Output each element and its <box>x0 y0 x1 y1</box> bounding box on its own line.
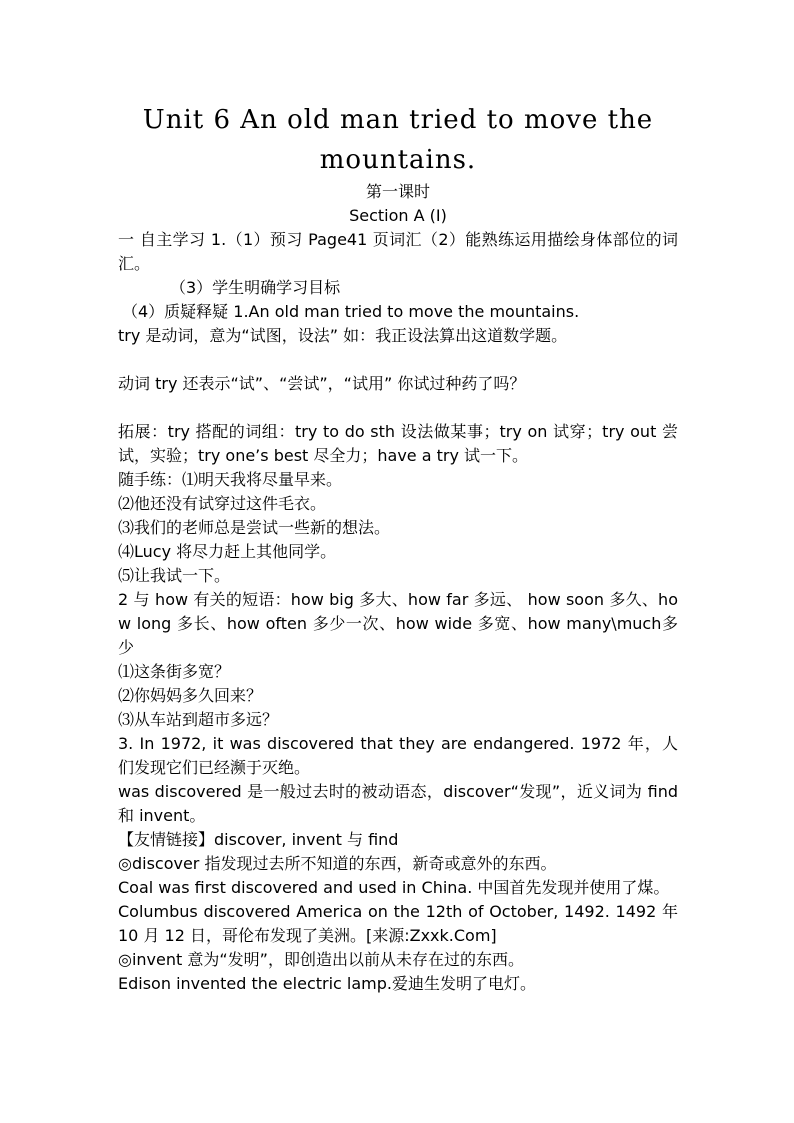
practice-item: ⑴这条街多宽？ <box>118 662 231 681</box>
practice-item: ⑵他还没有试穿过这件毛衣。 <box>118 494 327 513</box>
lesson-label: 第一课时 <box>365 182 430 201</box>
paragraph-goals: （3）学生明确学习目标 <box>170 278 341 297</box>
practice-item: ⑵你妈妈多久回来？ <box>118 686 263 705</box>
section-label: Section A (I) <box>349 206 447 225</box>
paragraph-columbus-example: Columbus discovered America on the 12th of October, 1492. 1492 年 10 月 12 日，哥伦布发现了美洲。[来源:Zxxk.Com] <box>118 902 678 945</box>
practice-item: ⑶我们的老师总是尝试一些新的想法。 <box>118 518 391 537</box>
paragraph-passive: was discovered 是一般过去时的被动语态，discover“发现”，近义词为 find 和 invent。 <box>118 782 678 825</box>
paragraph-question: （4）质疑释疑 1.An old man tried to move the mountains. <box>122 302 580 321</box>
practice-item: ⑷Lucy 将尽力赶上其他同学。 <box>118 542 337 561</box>
paragraph-try-other: 动词 try 还表示“试”、“尝试”，“试用” 你试过种药了吗？ <box>118 374 526 393</box>
practice-item: ⑶从车站到超市多远？ <box>118 710 279 729</box>
document-page <box>118 100 678 996</box>
practice-item: ⑸让我试一下。 <box>118 566 231 585</box>
paragraph-link-heading: 【友情链接】discover, invent 与 find <box>118 830 399 849</box>
paragraph-extension: 拓展：try 搭配的词组：try to do sth 设法做某事；try on 试穿；try out 尝试，实验；try one’s best 尽全力；have a try 试一下。 <box>118 422 678 465</box>
paragraph-edison-example: Edison invented the electric lamp.爱迪生发明了电灯。 <box>118 974 536 993</box>
paragraph-self-study: 一 自主学习 1.（1）预习 Page41 页词汇（2）能熟练运用描绘身体部位的词汇。 <box>118 230 678 273</box>
blank-line <box>118 396 678 420</box>
paragraph-discovered: 3. In 1972, it was discovered that they are endangered. 1972 年，人们发现它们已经濒于灭绝。 <box>118 734 678 777</box>
paragraph-discover-def: ◎discover 指发现过去所不知道的东西，新奇或意外的东西。 <box>118 854 557 873</box>
blank-line <box>118 348 678 372</box>
paragraph-invent-def: ◎invent 意为“发明”，即创造出以前从未存在过的东西。 <box>118 950 524 969</box>
practice-item: 随手练：⑴明天我将尽量早来。 <box>118 470 343 489</box>
paragraph-how-phrases: 2 与 how 有关的短语：how big 多大、how far 多远、 how soon 多久、how long 多长、how often 多少一次、how wide 多宽、how many\much多少 <box>118 590 678 657</box>
paragraph-coal-example: Coal was first discovered and used in China. 中国首先发现并使用了煤。 <box>118 878 670 897</box>
page-title: Unit 6 An old man tried to move the mountains. <box>142 105 654 175</box>
paragraph-try-meaning: try 是动词，意为“试图，设法” 如：我正设法算出这道数学题。 <box>118 326 568 345</box>
